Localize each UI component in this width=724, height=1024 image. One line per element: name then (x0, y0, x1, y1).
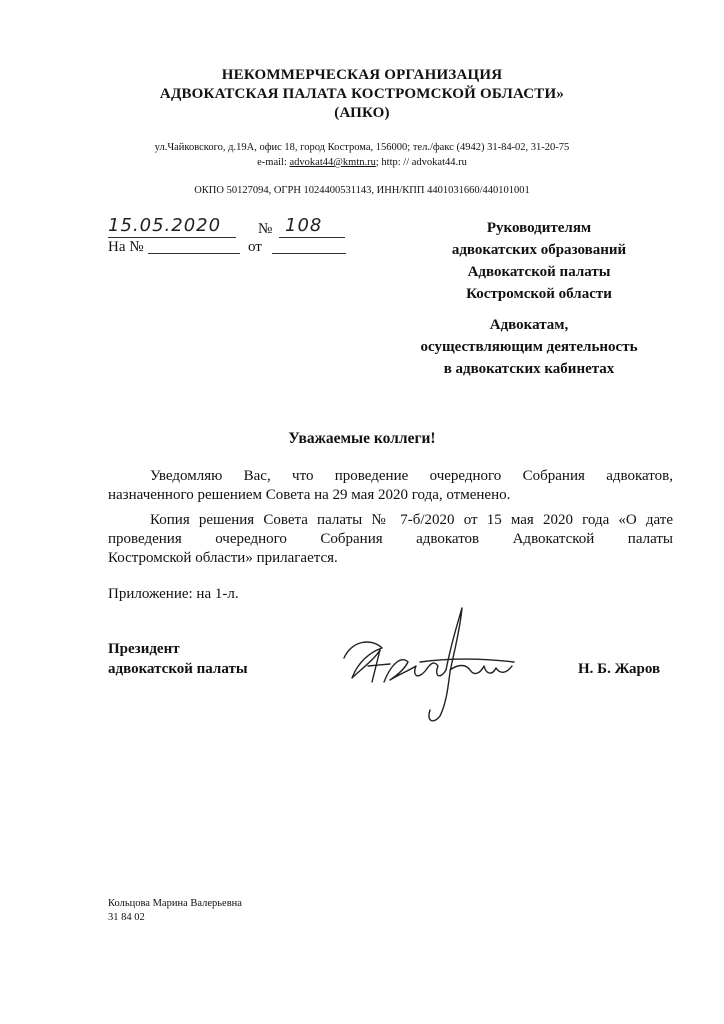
ref-label: На № (108, 239, 144, 255)
paragraph-1-line-1: Уведомляю Вас, что проведение очередного Собрания адвокатов, (150, 468, 673, 484)
addressee-group-1 (384, 217, 694, 305)
number-underline (279, 237, 345, 238)
org-abbreviation: (АПКО) (334, 105, 390, 121)
executor-name: Кольцова Марина Валерьевна (108, 898, 242, 909)
org-registry-codes: ОКПО 50127094, ОГРН 1024400531143, ИНН/КПП 4401031660/440101001 (194, 185, 530, 196)
paragraph-2-line-3: Костромской области» прилагается. (108, 550, 338, 566)
from-label: от (248, 239, 262, 255)
number-label: № (258, 221, 273, 237)
addressee-line: адвокатских образований (451, 242, 627, 258)
paragraph-2-line-1: Копия решения Совета палаты № 7-б/2020 от 15 мая 2020 года «О дате (150, 512, 673, 528)
outgoing-number: 108 (285, 215, 323, 236)
addressee-line: в адвокатских кабинетах (443, 361, 615, 377)
email-prefix: e-mail: (257, 157, 290, 168)
paragraph-1-line-2: назначенного решением Совета на 29 мая 2020 года, отменено. (108, 487, 511, 503)
signatory-name: Н. Б. Жаров (578, 661, 661, 677)
org-name-line1: НЕКОММЕРЧЕСКАЯ ОРГАНИЗАЦИЯ (221, 67, 503, 83)
website: ; http: // advokat44.ru (375, 157, 467, 168)
signatory-title-line-1: Президент (108, 641, 180, 657)
addressee-group-2 (374, 314, 684, 380)
addressee-line: осуществляющим деятельность (420, 339, 638, 355)
from-underline (272, 253, 346, 254)
executor-phone: 31 84 02 (108, 912, 145, 923)
addressee-line: Руководителям (486, 220, 592, 236)
signatory-title-line-2: адвокатской палаты (108, 661, 248, 677)
addressee-line: Костромской области (466, 286, 612, 302)
greeting: Уважаемые коллеги! (288, 430, 436, 447)
email-link[interactable]: advokat44@kmtn.ru (289, 157, 376, 168)
org-name-line2: АДВОКАТСКАЯ ПАЛАТА КОСТРОМСКОЙ ОБЛАСТИ» (159, 86, 565, 102)
ref-underline (148, 253, 240, 254)
handwritten-signature (330, 600, 530, 730)
outgoing-date: 15.05.2020 (108, 215, 222, 236)
paragraph-2-line-2: проведения очередного Собрания адвокатов Адвокатской палаты (108, 531, 673, 547)
addressee-line: Адвокатской палаты (467, 264, 611, 280)
org-web-contacts (0, 157, 724, 168)
attachment-note: Приложение: на 1-л. (108, 586, 239, 602)
addressee-line: Адвокатам, (489, 317, 569, 333)
org-address: ул.Чайковского, д.19А, офис 18, город Кострома, 156000; тел./факс (4942) 31-84-02, 31-20-75 (154, 142, 570, 153)
